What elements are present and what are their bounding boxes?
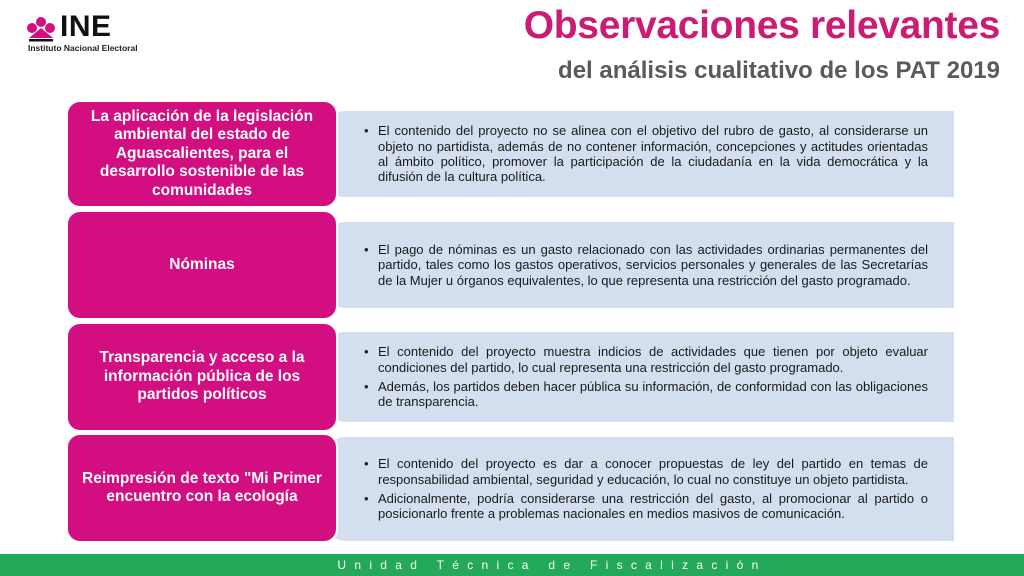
- page-title: Observaciones relevantes: [523, 4, 1000, 47]
- observation-bullet: • El contenido del proyecto es dar a conocer propuestas de ley del partido en temas de responsabilidad ambiental, seguridad y educación, lo cual no constituye un objeto partidista.: [364, 456, 928, 487]
- observation-row-4: [66, 433, 954, 543]
- observation-row-2: [66, 210, 954, 320]
- observation-bullet: • El pago de nóminas es un gasto relacionado con las actividades ordinarias permanentes del partido, tales como los gastos operativos, servicios personales y generales de las Secretarías de la Mujer u órganos equivalentes, lo que representa una restricción del gasto programado.: [364, 242, 928, 288]
- observation-box-3: [330, 332, 954, 422]
- footer-text: Unidad Técnica de Fiscalización: [337, 558, 767, 572]
- footer-bar: [0, 554, 1024, 576]
- observation-box-4: [330, 437, 954, 541]
- observation-row-3: [66, 322, 954, 432]
- page-subtitle: del análisis cualitativo de los PAT 2019: [558, 57, 1000, 84]
- observation-list-2: [364, 242, 928, 288]
- ine-logo: [26, 10, 152, 55]
- topic-label-4: Reimpresión de texto "Mi Primer encuentro con la ecología: [66, 433, 338, 543]
- observation-box-2: [330, 222, 954, 308]
- topic-label-1: La aplicación de la legislación ambiental del estado de Aguascalientes, para el desarrollo sostenible de las comunidades: [66, 100, 338, 208]
- observation-bullet: • Adicionalmente, podría considerarse una restricción del gasto, al promocionar al partido o posicionarlo frente a problemas nacionales en medios masivos de comunicación.: [364, 491, 928, 522]
- topic-label-2: Nóminas: [66, 210, 338, 320]
- ine-logo-icon: [26, 16, 56, 46]
- observation-bullet: • Además, los partidos deben hacer pública su información, de conformidad con las obligaciones de transparencia.: [364, 379, 928, 410]
- observation-row-1: [66, 100, 954, 208]
- observation-list-4: [364, 456, 928, 521]
- topic-label-3: Transparencia y acceso a la información pública de los partidos políticos: [66, 322, 338, 432]
- observation-list-3: [364, 344, 928, 409]
- logo-wordmark: INE: [60, 10, 112, 43]
- observation-box-1: [330, 111, 954, 197]
- observation-bullet: • El contenido del proyecto no se alinea con el objetivo del rubro de gasto, al considerarse un objeto no partidista, además de no contener información, concepciones y actitudes orientadas al ámbito político, promover la participación de la ciudadanía en la vida democrática y la difusión de la cultura política.: [364, 123, 928, 184]
- observation-bullet: • El contenido del proyecto muestra indicios de actividades que tienen por objeto evaluar condiciones del partido, lo cual representa una restricción del gasto programado.: [364, 344, 928, 375]
- logo-subtitle: Instituto Nacional Electoral: [28, 43, 138, 53]
- observation-list-1: [364, 123, 928, 184]
